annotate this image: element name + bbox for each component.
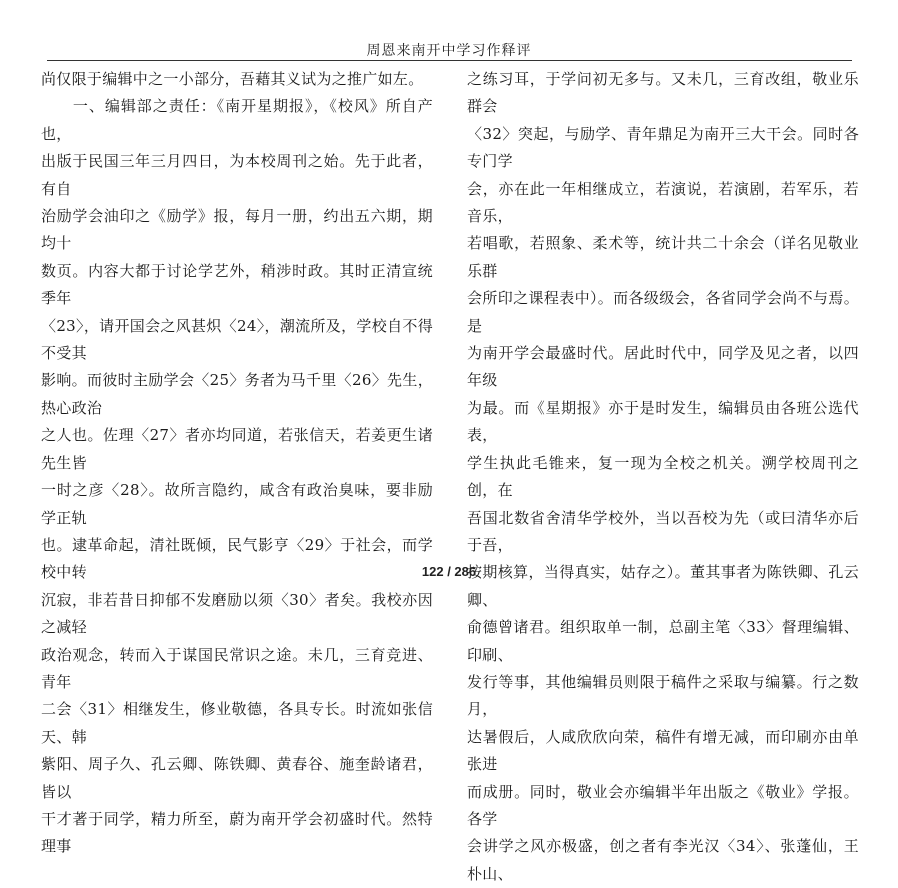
text-line: 紫阳、周子久、孔云卿、陈铁卿、黄春谷、施奎龄诸君，皆以	[41, 755, 433, 801]
text-line: 数页。内容大都于讨论学艺外，稍涉时政。其时正清宣统季年	[41, 261, 433, 308]
text-line: 尚仅限于编辑中之一小部分，吾藉其义试为之推广如左。	[41, 70, 424, 88]
text-line: 〈32〉突起，与励学、青年鼎足为南开三大干会。同时各专门学	[467, 124, 859, 171]
text-line: 按期核算，当得真实，姑存之）。董其事者为陈铁卿、孔云卿、	[467, 563, 859, 609]
text-line: 发行等事，其他编辑员则限于稿件之采取与编纂。行之数月，	[467, 672, 859, 719]
header-divider	[47, 60, 852, 61]
left-text-column	[41, 66, 433, 861]
text-line: 也。逮革命起，清社既倾，民气影亨〈29〉于社会，而学校中转	[41, 535, 433, 582]
text-line: 之练习耳，于学问初无多与。又未几，三育改组，敬业乐群会	[467, 70, 859, 116]
text-line: 会所印之课程表中）。而各级级会，各省同学会尚不与焉。是	[467, 289, 859, 335]
text-line: 为最。而《星期报》亦于是时发生，编辑员由各班公选代表，	[467, 398, 859, 445]
text-line: 干才著于同学，精力所至，蔚为南开学会初盛时代。然特理事	[41, 809, 433, 856]
text-line: 会，亦在此一年相继成立，若演说，若演剧，若军乐，若音乐，	[467, 179, 859, 226]
text-line: 会讲学之风亦极盛，创之者有李光汉〈34〉、张蓬仙，王朴山、	[467, 837, 859, 883]
text-line: 二会〈31〉相继发生，修业敬德，各具专长。时流如张信天、韩	[41, 700, 433, 746]
text-line: 吾国北数省舍清华学校外，当以吾校为先（或曰清华亦后于吾，	[467, 508, 859, 554]
text-line: 一、编辑部之责任：《南开星期报》，《校风》所自产也，	[41, 97, 433, 143]
text-line: 俞德曾诸君。组织取单一制，总副主笔〈33〉督理编辑、印刷、	[467, 618, 859, 664]
text-line: 影响。而彼时主励学会〈25〉务者为马千里〈26〉先生，热心政治	[41, 371, 433, 417]
right-text-column	[467, 66, 859, 888]
text-line: 而成册。同时，敬业会亦编辑半年出版之《敬业》学报。各学	[467, 782, 859, 828]
text-line: 若唱歌，若照象、柔术等，统计共二十余会（详名见敬业乐群	[467, 234, 859, 280]
text-line: 治励学会油印之《励学》报，每月一册，约出五六期，期均十	[41, 207, 433, 253]
text-line: 达暑假后，人咸欣欣向荣，稿件有增无减，而印刷亦由单张进	[467, 727, 859, 774]
text-line: 之人也。佐理〈27〉者亦均同道，若张信天，若姜更生诸先生皆	[41, 426, 433, 472]
text-line: 学生执此毛锥来，复一现为全校之机关。溯学校周刊之创，在	[467, 453, 859, 500]
text-line: 〈23〉，请开国会之风甚炽〈24〉，潮流所及，学校自不得不受其	[41, 316, 433, 363]
page-number: 122 / 286	[421, 564, 477, 579]
text-line: 沉寂，非若昔日抑郁不发磨励以须〈30〉者矣。我校亦因之减轻	[41, 590, 433, 637]
text-line: 为南开学会最盛时代。居此时代中，同学及见之者，以四年级	[467, 344, 859, 390]
text-line: 一时之彦〈28〉。故所言隐约，咸含有政治臭味，要非励学正轨	[41, 481, 433, 527]
text-line: 政治观念，转而入于谋国民常识之途。未几，三育竞进、青年	[41, 645, 433, 691]
text-line: 出版于民国三年三月四日，为本校周刊之始。先于此者，有自	[41, 152, 433, 198]
running-header: 周恩来南开中学习作释评	[366, 43, 532, 59]
